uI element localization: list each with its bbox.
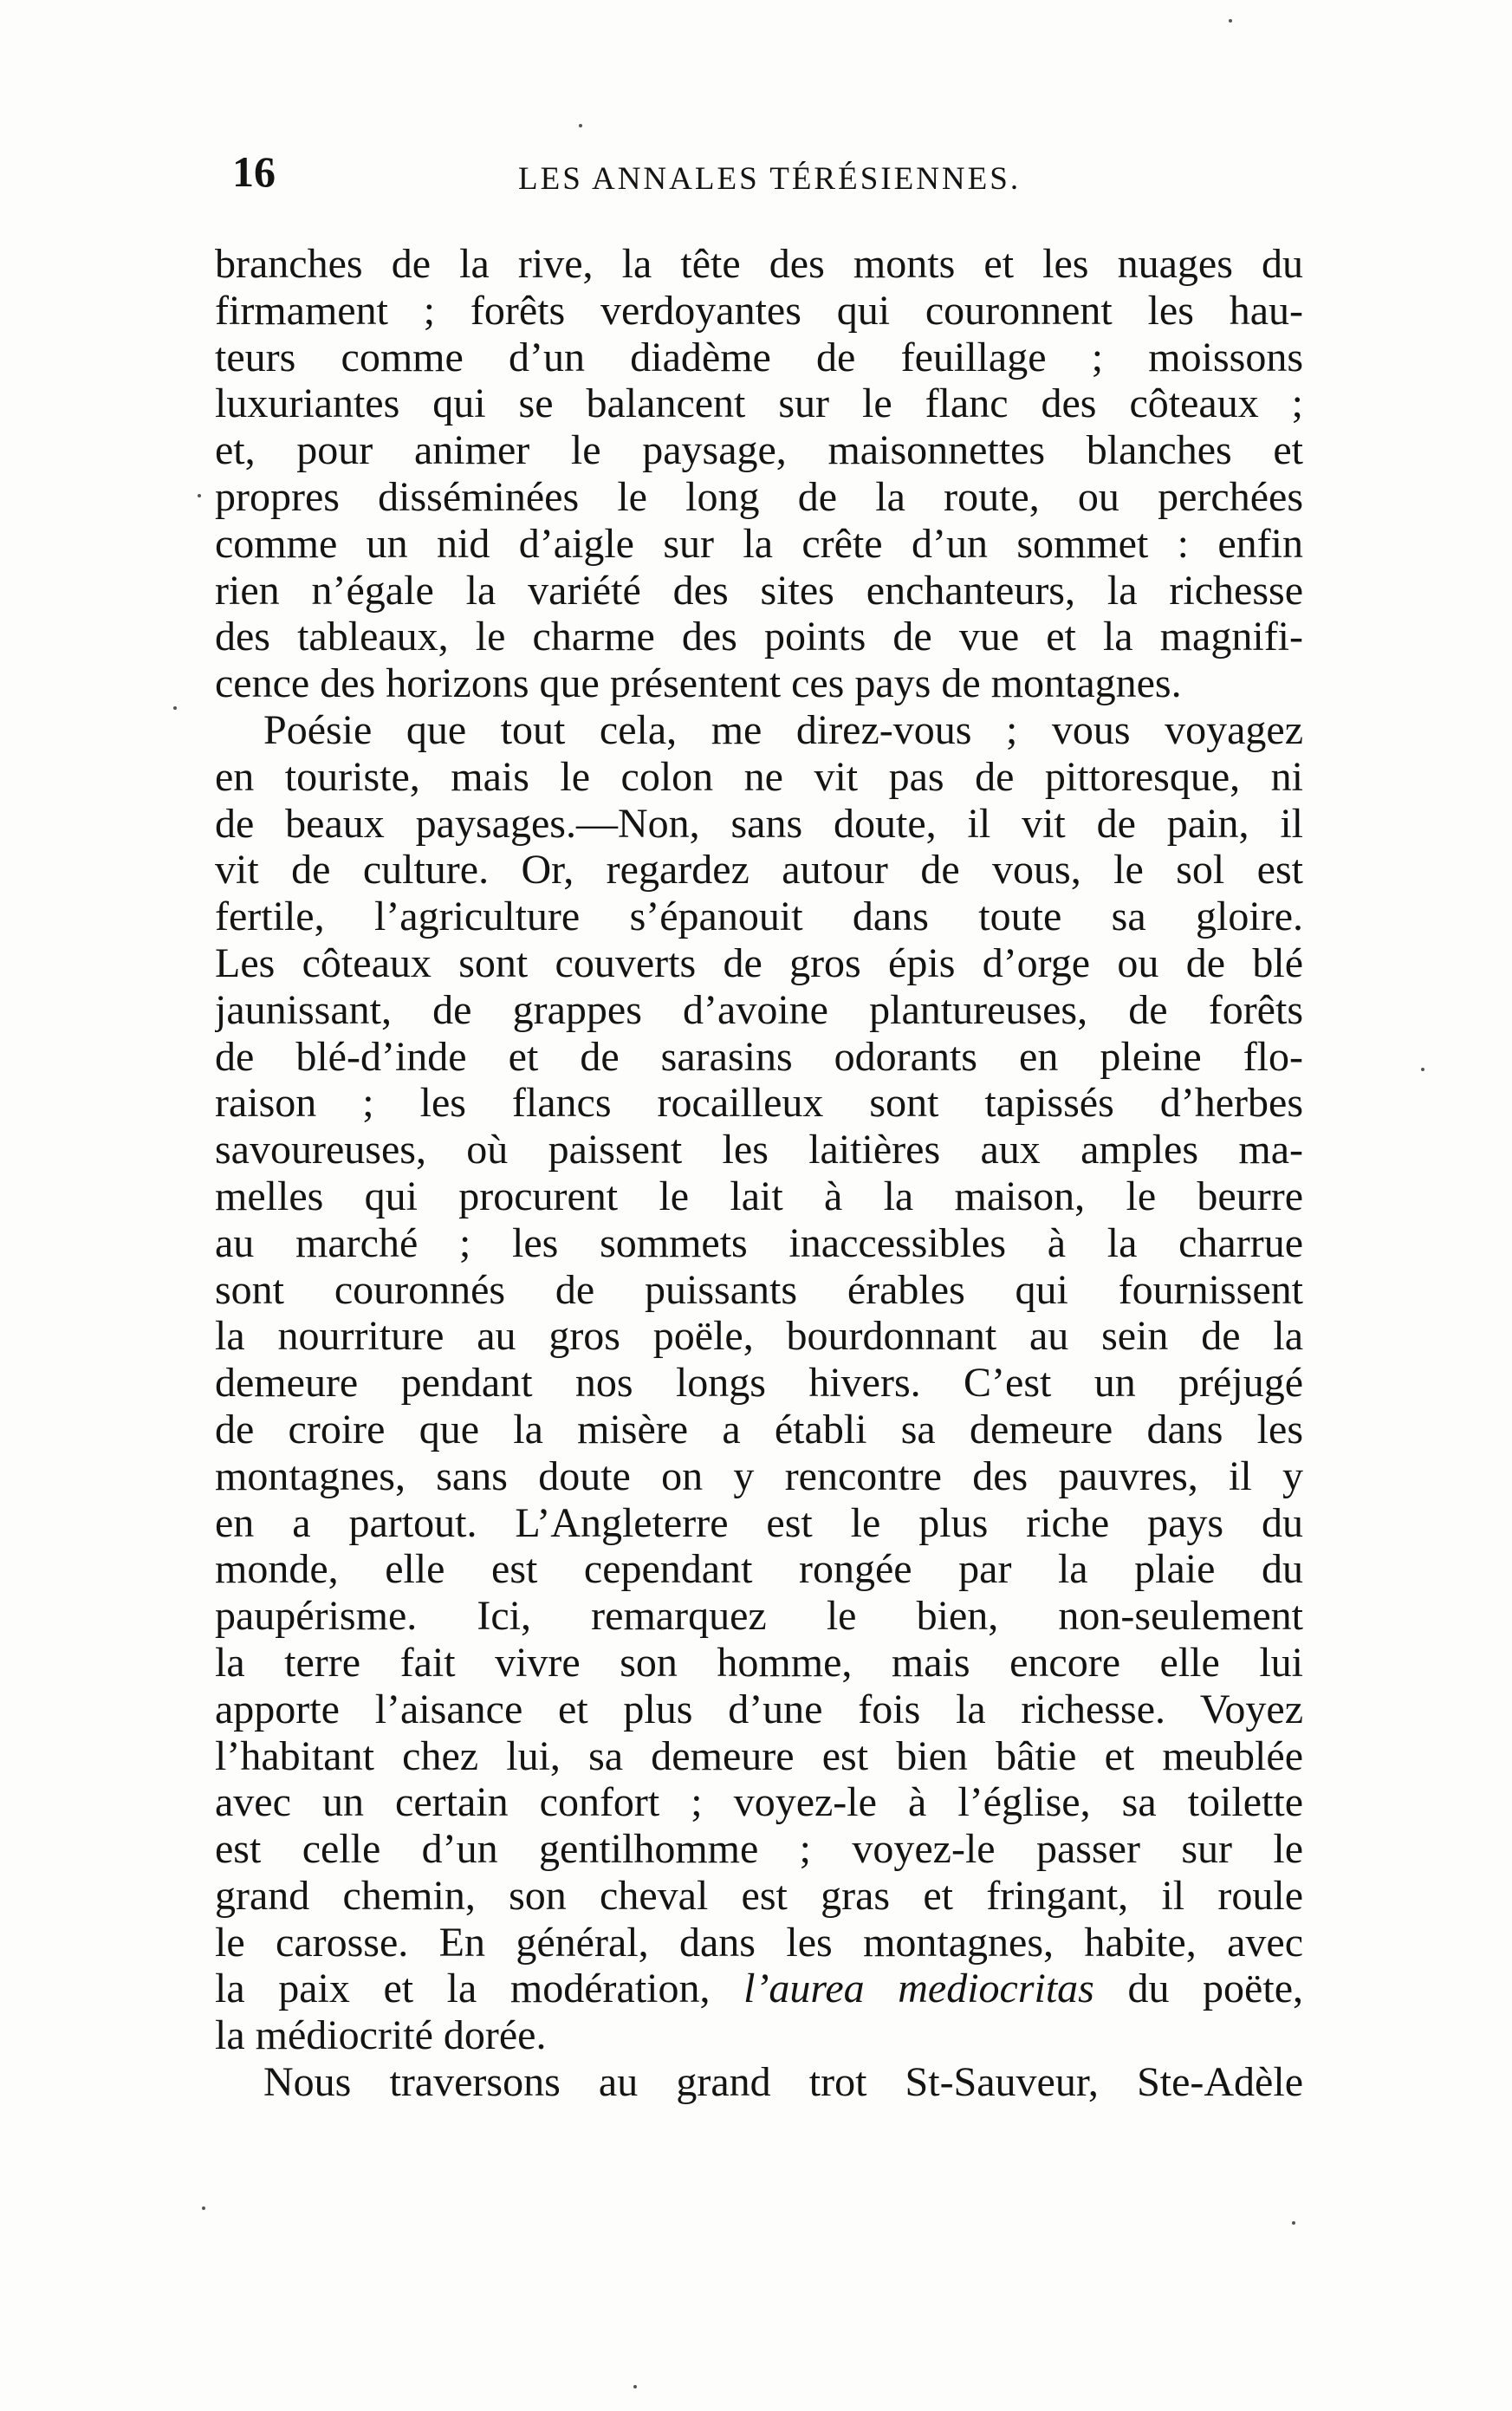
text-line: comme un nid d’aigle sur la crête d’un sommet : enfin <box>215 520 1303 567</box>
text-line: monde, elle est cependant rongée par la plaie du <box>215 1546 1303 1593</box>
running-title: LES ANNALES TÉRÉSIENNES. <box>518 161 1022 197</box>
running-head <box>232 146 1296 206</box>
text-line: des tableaux, le charme des points de vue et la magnifi- <box>215 614 1303 660</box>
text-line: Nous traversons au grand trot St-Sauveur, Ste-Adèle <box>263 2059 1303 2106</box>
scan-speck <box>173 706 177 710</box>
text-line: la terre fait vivre son homme, mais encore elle lui <box>215 1639 1303 1686</box>
paragraph-2 <box>215 707 1303 2059</box>
text-line: la nourriture au gros poële, bourdonnant au sein de la <box>215 1313 1303 1360</box>
text-line: cence des horizons que présentent ces pays de montagnes. <box>215 660 1182 707</box>
text-line: Poésie que tout cela, me direz-vous ; vous voyagez <box>263 706 1303 753</box>
text-run: la paix et la modération, <box>215 1966 744 2012</box>
text-line: rien n’égale la variété des sites enchanteurs, la richesse <box>215 567 1303 614</box>
text-line: branches de la rive, la tête des monts et les nuages du <box>215 241 1303 287</box>
scan-speck <box>633 2385 637 2388</box>
scan-speck <box>1292 2221 1295 2225</box>
scan-speck <box>1229 19 1232 23</box>
scan-speck <box>198 494 201 497</box>
text-line: sont couronnés de puissants érables qui fournissent <box>215 1266 1303 1313</box>
text-line: firmament ; forêts verdoyantes qui couronnent les hau- <box>215 287 1303 334</box>
text-line: le carosse. En général, dans les montagnes, habite, avec <box>215 1919 1303 1966</box>
text-line: et, pour animer le paysage, maisonnettes blanches et <box>215 427 1303 474</box>
body-text <box>215 241 1303 2106</box>
text-line: apporte l’aisance et plus d’une fois la richesse. Voyez <box>215 1686 1303 1732</box>
text-line: melles qui procurent le lait à la maison, le beurre <box>215 1173 1303 1219</box>
text-run: du poëte, <box>1093 1966 1303 2012</box>
text-line: est celle d’un gentilhomme ; voyez-le passer sur le <box>215 1826 1303 1873</box>
text-line: demeure pendant nos longs hivers. C’est un préjugé <box>215 1360 1303 1407</box>
text-line: paupérisme. Ici, remarquez le bien, non-seulement <box>215 1593 1303 1640</box>
scan-speck <box>202 2206 205 2210</box>
text-line: teurs comme d’un diadème de feuillage ; moissons <box>215 334 1303 380</box>
text-line: grand chemin, son cheval est gras et fringant, il roule <box>215 1872 1303 1919</box>
page-number: 16 <box>232 147 276 196</box>
text-line: propres disséminées le long de la route, ou perchées <box>215 473 1303 520</box>
text-line: luxuriantes qui se balancent sur le flanc des côteaux ; <box>215 380 1303 427</box>
paragraph-1 <box>215 241 1303 707</box>
italic-phrase: l’aurea mediocritas <box>743 1966 1094 2012</box>
paragraph-3 <box>215 2059 1303 2106</box>
text-line: jaunissant, de grappes d’avoine plantureuses, de forêts <box>215 986 1303 1033</box>
text-line: de blé-d’inde et de sarasins odorants en pleine flo- <box>215 1033 1303 1080</box>
scan-speck <box>579 124 582 127</box>
text-line: de beaux paysages.—Non, sans doute, il vit de pain, il <box>215 800 1303 847</box>
text-line: montagnes, sans doute on y rencontre des pauvres, il y <box>215 1452 1303 1499</box>
text-line: l’habitant chez lui, sa demeure est bien bâtie et meublée <box>215 1732 1303 1779</box>
text-line-with-italic <box>215 1966 1303 2012</box>
text-line: savoureuses, où paissent les laitières aux amples ma- <box>215 1127 1303 1173</box>
text-line: Les côteaux sont couverts de gros épis d’orge ou de blé <box>215 939 1303 986</box>
text-line: raison ; les flancs rocailleux sont tapissés d’herbes <box>215 1080 1303 1127</box>
text-line: vit de culture. Or, regardez autour de vous, le sol est <box>215 847 1303 894</box>
text-line: fertile, l’agriculture s’épanouit dans toute sa gloire. <box>215 894 1303 940</box>
text-line: en a partout. L’Angleterre est le plus riche pays du <box>215 1499 1303 1546</box>
text-line: de croire que la misère a établi sa demeure dans les <box>215 1406 1303 1452</box>
text-line: en touriste, mais le colon ne vit pas de pittoresque, ni <box>215 753 1303 800</box>
text-line: au marché ; les sommets inaccessibles à la charrue <box>215 1219 1303 1266</box>
scan-speck <box>1421 1068 1424 1071</box>
text-line: avec un certain confort ; voyez-le à l’église, sa toilette <box>215 1779 1303 1826</box>
text-line: la médiocrité dorée. <box>215 2012 547 2059</box>
